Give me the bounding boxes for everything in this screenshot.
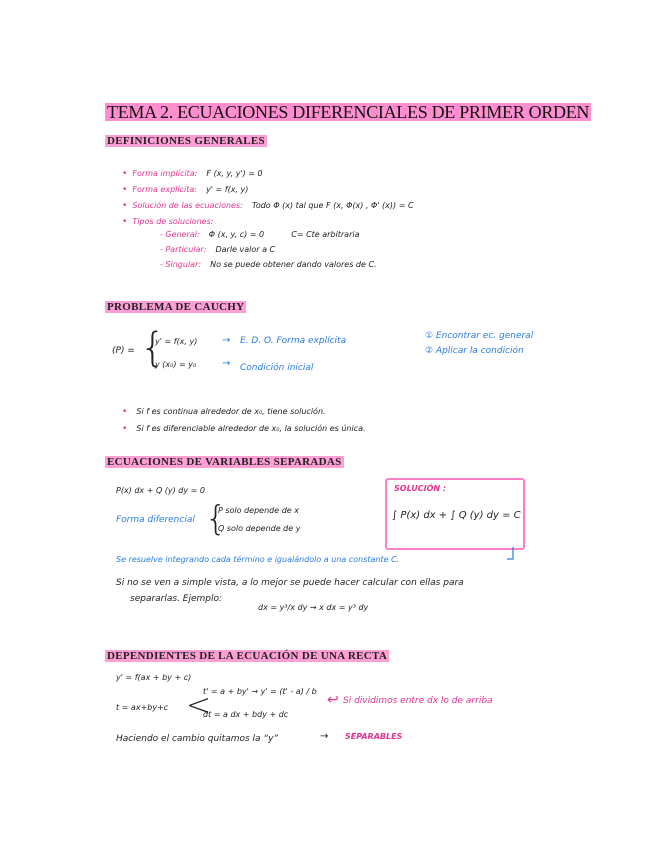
list-item: - Singular: No se puede obtener dando valores de C. [160,260,377,269]
divide-note: Si dividimos entre dx lo de arriba [343,696,493,706]
arrow-right-icon: → [222,335,231,346]
forma-q: Q solo depende de y [218,524,301,533]
cauchy-eq2-note: Condición inicial [240,363,314,373]
brace-icon: { [205,499,227,539]
section-heading-separadas: ECUACIONES DE VARIABLES SEPARADAS [107,456,342,468]
curved-arrow-icon: ↩ [327,692,339,708]
resolve-note: Se resuelve integrando cada término e igualándolo a una constante C. [116,555,400,564]
list-item: • Tipos de soluciones: [122,217,214,227]
list-item: • Solución de las ecuaciones: Todo Φ (x) tal que F (x, Φ(x) , Φ' (x)) = C [122,201,414,211]
cauchy-step: ② Aplicar la condición [425,346,524,356]
section-heading-recta: DEPENDIENTES DE LA ECUACIÓN DE UNA RECTA [107,650,388,662]
cauchy-eq1-note: E. D. O. Forma explícita [240,336,347,346]
p-label: (P) = [112,346,135,356]
list-item: • Forma implícita: F (x, y, y') = 0 [122,169,263,179]
list-item: - General: Φ (x, y, c) = 0 C= Cte arbitraria [160,230,360,239]
connector-arrow [505,545,525,565]
section-heading-cauchy: PROBLEMA DE CAUCHY [107,301,245,313]
separar-example: dx = y³/x dy → x dx = y³ dy [258,603,369,612]
recta-equation: y' = f(ax + by + c) [116,673,192,682]
solucion-equation: ∫ P(x) dx + ∫ Q (y) dy = C [392,510,521,521]
cauchy-eq1: y' = f(x, y) [155,337,198,346]
brace-icon: < [186,688,212,723]
list-item: • Forma explícita: y' = f(x, y) [122,185,249,195]
solucion-label: SOLUCIÓN : [394,484,447,493]
page-title: TEMA 2. ECUACIONES DIFERENCIALES DE PRIMER ORDEN [107,102,590,122]
cambio-note: Haciendo el cambio quitamos la “y” [116,734,279,744]
t-prime: t' = a + by' → y' = (t' - a) / b [203,687,317,696]
separables-result: SEPARABLES [345,732,403,741]
dt-expression: dt = a dx + bdy + dc [203,710,289,719]
t-definition: t = ax+by+c [116,703,169,712]
arrow-right-icon: → [222,358,231,369]
separar-note: Si no se ven a simple vista, a lo mejor se puede hacer calcular con ellas para [116,578,464,588]
forma-diferencial-label: Forma diferencial [116,515,195,525]
brace-icon: { [140,325,166,371]
arrow-right-icon: → [320,731,329,742]
cauchy-step: ① Encontrar ec. general [425,331,534,341]
cauchy-eq2: y (x₀) = y₀ [155,360,197,369]
separar-note: separarlas. Ejemplo: [130,594,223,604]
section-heading-definiciones: DEFINICIONES GENERALES [107,135,265,147]
list-item: • Si f es diferenciable alrededor de x₀, la solución es única. [122,424,366,434]
list-item: - Particular: Darle valor a C [160,245,276,254]
separadas-equation: P(x) dx + Q (y) dy = 0 [116,486,205,495]
forma-p: P solo depende de x [218,506,299,515]
list-item: • Si f es continua alrededor de x₀, tiene solución. [122,407,326,417]
